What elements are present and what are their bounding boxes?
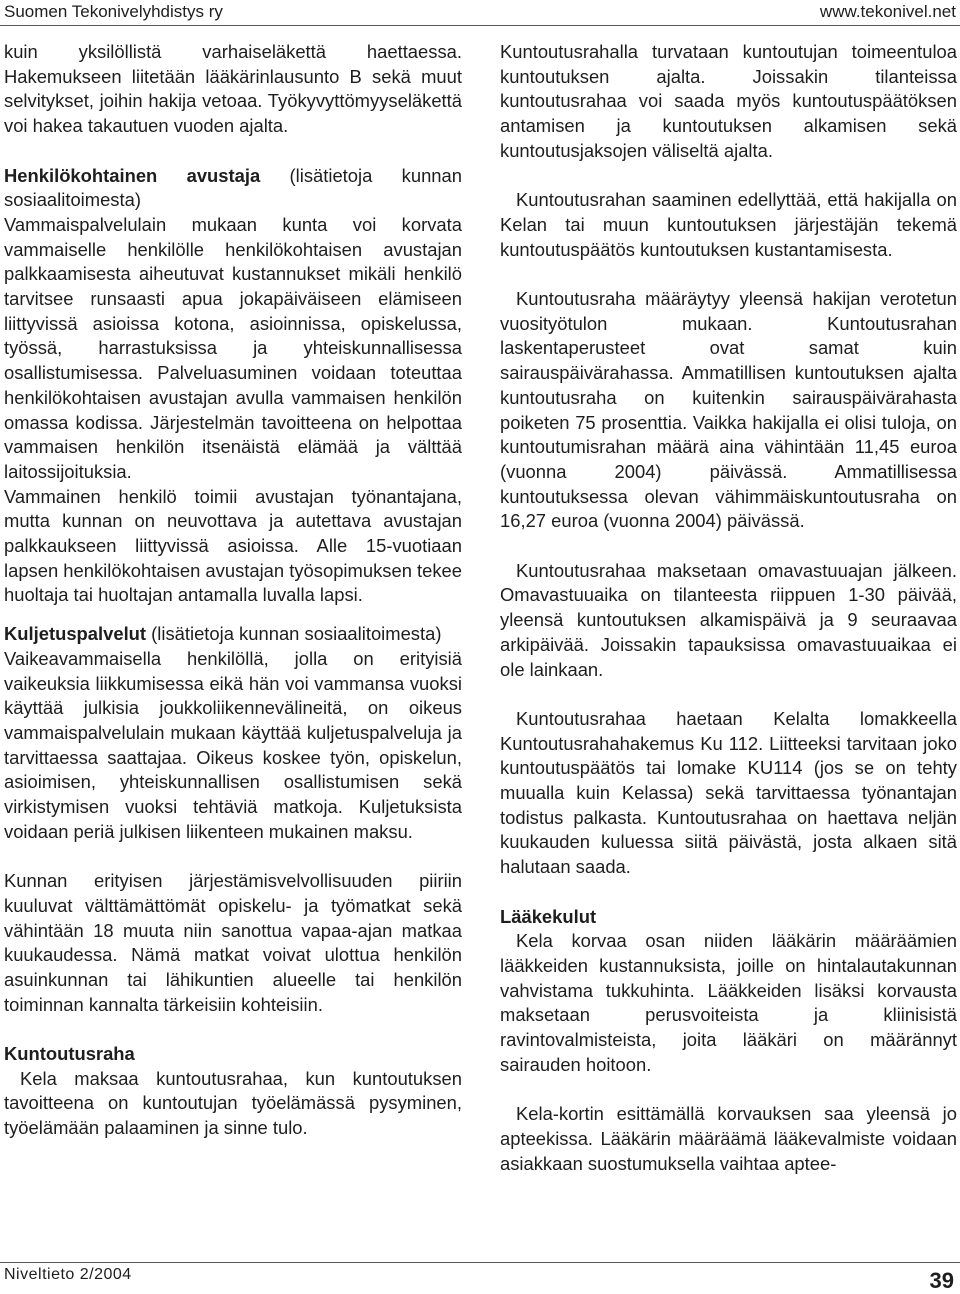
transport-paragraph: Vaikeavammaisella henkilöllä, jolla on erityisiä vaikeuksia liikkumisessa eikä hän voi vammansa vuoksi käyttää julkisia joukkoliikennevälineitä, on oikeus vammaispalvelulain mukaan käyttää kuljetuspalveluja ja tarvittaessa saattajaa. Oikeus koskee työn, opiskelun, asioimisen, yhteiskunnallisen osallistumisen sekä virkistymisen vuoksi tehtäviä matkoja. Kuljetuksista voidaan periä julkisen liikenteen mukainen maksu. bbox=[4, 647, 462, 842]
assistant-paragraph: Vammaispalvelulain mukaan kunta voi korvata vammaiselle henkilölle henkilökohtaisen avustajan palkkaamisesta aiheutuvat kustannukset mikäli henkilö tarvitsee runsaasti apua jokapäiväiseen elämiseen liittyvissä asioissa kotona, asioinnissa, opiskelussa, työssä, harrastuksissa ja yhteiskunnallisessa osallistumisessa. Palveluasuminen voidaan toteuttaa henkilökohtaisen avustajan avulla vammaisen henkilön omassa kodissa. Järjestelmän tavoitteena on helpottaa vammaisen henkilön itsenäistä elämää ja välttää laitossijoituksia. bbox=[4, 213, 462, 482]
rehab-amount-paragraph: Kuntoutusraha määräytyy yleensä hakijan verotetun vuosityötulon mukaan. Kuntoutusrahan laskentaperusteet ovat samat kuin sairauspäivärahassa. Ammatillisen kuntoutuksen ajalta kuntoutusraha on kuitenkin sairauspäivärahasta poiketen 75 prosenttia. Vaikka hakijalla ei olisi tuloja, on kuntoutumisrahan määrä aina vähintään 11,45 euroa (vuonna 2004) päivässä. Ammatillisessa kuntoutuksessa olevan vähimmäiskuntoutusraha on 16,27 euroa (vuonna 2004) päivässä. bbox=[500, 288, 957, 532]
issue-label: Niveltieto 2/2004 bbox=[4, 1266, 132, 1283]
footer-divider bbox=[0, 1262, 960, 1263]
medicine-heading: Lääkekulut bbox=[500, 905, 597, 927]
rehab-requirement-paragraph: Kuntoutusrahan saaminen edellyttää, että hakijalla on Kelan tai muun kuntoutuksen järjestäjän tekemä kuntoutuspäätös kuntoutuksen kustantamisesta. bbox=[500, 189, 957, 260]
intro-paragraph: kuin yksilöllistä varhaiseläkettä haettaessa. Hakemukseen liitetään lääkärinlausunto B sekä muut selvitykset, joihin hakija vetoaa. Työkyvyttömyyseläkettä voi hakea takautuen vuoden ajalta. bbox=[4, 41, 462, 137]
rehab-income-paragraph: Kuntoutusrahalla turvataan kuntoutujan toimeentuloa kuntoutuksen ajalta. Joissakin tilanteissa kuntoutusrahaa voi saada myös kuntoutuspäätöksen antamisen ja kuntoutuksen alkamisen sekä kuntoutusjaksojen väliseltä ajalta. bbox=[500, 41, 957, 161]
kela-card-paragraph: Kela-kortin esittämällä korvauksen saa yleensä jo apteekissa. Lääkärin määräämä lääkevalmiste voidaan asiakkaan suostumuksella vaihtaa aptee- bbox=[500, 1103, 957, 1174]
organization-name: Suomen Tekonivelyhdistys ry bbox=[4, 2, 223, 21]
page-number: 39 bbox=[929, 1268, 954, 1293]
website-url: www.tekonivel.net bbox=[819, 2, 956, 21]
transport-heading-title: Kuljetuspalvelut bbox=[4, 623, 147, 645]
assistant-heading-title: Henkilökohtainen avustaja bbox=[4, 164, 261, 186]
rehab-paragraph: Kela maksaa kuntoutusrahaa, kun kuntoutuksen tavoitteena on kuntoutujan työelämässä pysyminen, työelämään palaaminen ja sinne tulo. bbox=[4, 1067, 462, 1139]
page-header bbox=[0, 0, 960, 32]
rehab-application-paragraph: Kuntoutusrahaa haetaan Kelalta lomakkeella Kuntoutusrahahakemus Ku 112. Liitteeksi tarvitaan joko kuntoutuspäätös tai lomake KU114 (jos se on tehty muualla kuin Kelassa) sekä tarvittaessa työnantajan todistus palkasta. Kuntoutusrahaa on haettava neljän kuukauden kuluessa siitä päivästä, josta alkaen sitä halutaan saada. bbox=[500, 707, 957, 878]
assistant-paragraph-2: Vammainen henkilö toimii avustajan työnantajana, mutta kunnan on neuvottava ja autettava avustajan palkkaukseen liittyvissä asioissa. Alle 15-vuotiaan lapsen henkilökohtaisen avustajan työsopimuksen tekee huoltaja tai huoltajan antamalla luvalla lapsi. bbox=[4, 485, 463, 606]
header-divider bbox=[0, 25, 960, 26]
assistant-heading bbox=[4, 164, 462, 213]
transport-heading-note: (lisätietoja kunnan sosiaalitoimesta) bbox=[146, 623, 442, 645]
medicine-paragraph: Kela korvaa osan niiden lääkärin määräämien lääkkeiden kustannuksista, joille on hintalautakunnan vahvistama tukkuhinta. Lääkkeiden lisäksi korvausta maksetaan perusvoiteista ja kliinisistä ravintovalmisteista, joita lääkäri on määrännyt sairauden hoitoon. bbox=[500, 930, 957, 1075]
municipality-paragraph: Kunnan erityisen järjestämisvelvollisuuden piiriin kuuluvat välttämättömät opiskelu- ja työmatkat sekä vähintään 18 muuta niin sanottua vapaa-ajan matkaa kuukaudessa. Nämä matkat voivat ulottua henkilön asuinkunnan tai lähikuntien alueelle tai henkilön toiminnan kannalta tärkeisiin kohteisiin. bbox=[4, 870, 462, 1015]
assistant-heading-note: (lisätietoja kunnan sosiaalitoimesta) bbox=[4, 164, 462, 211]
right-column bbox=[500, 40, 957, 1176]
left-column bbox=[4, 40, 462, 1141]
rehab-deductible-paragraph: Kuntoutusrahaa maksetaan omavastuuajan jälkeen. Omavastuuaika on tilanteesta riippuen 1-30 päivää, yleensä kuntoutuksen alkamispäivä ja 9 seuraavaa arkipäivää. Joissakin tapauksissa omavastuuaikaa ei ole lainkaan. bbox=[500, 559, 957, 680]
rehab-heading: Kuntoutusraha bbox=[4, 1043, 135, 1065]
transport-heading bbox=[4, 622, 462, 647]
